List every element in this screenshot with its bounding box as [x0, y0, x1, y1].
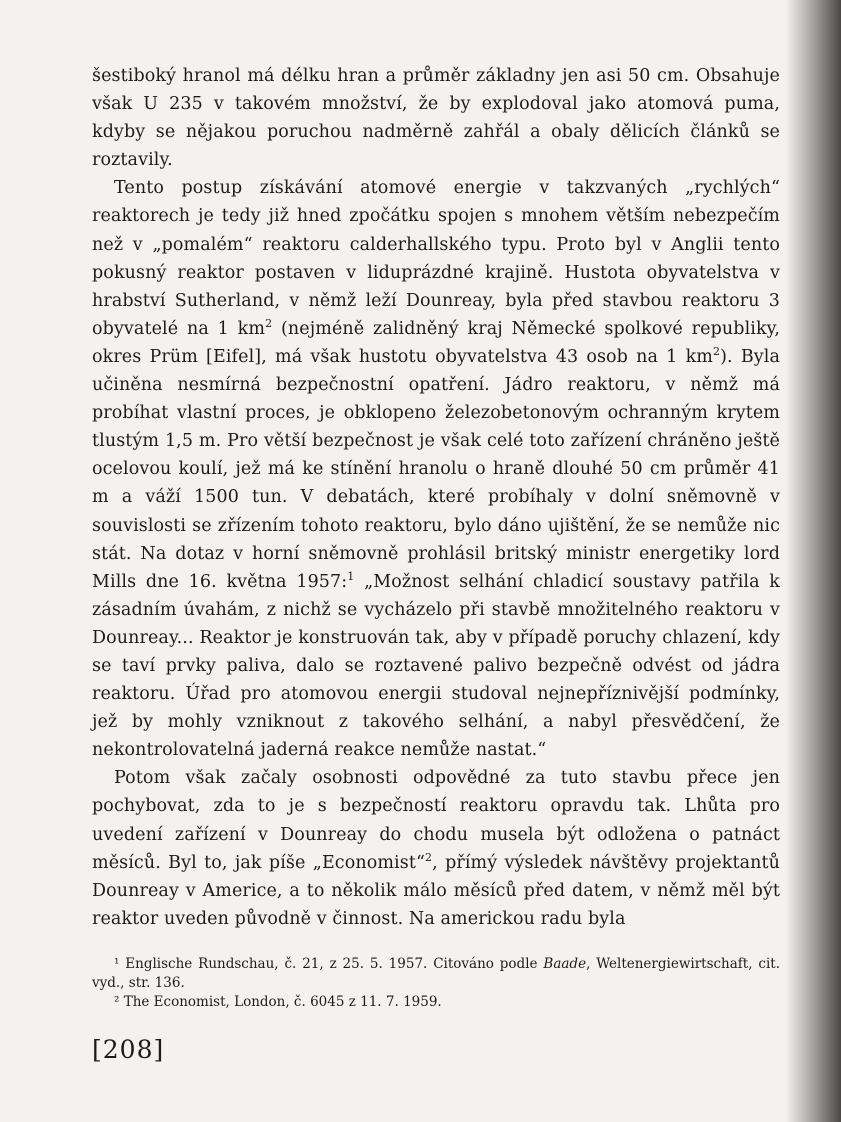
footnotes: [92, 955, 780, 1012]
footnote-1-text-b: , Weltenergiewirtschaft, cit. vyd., str. 136.: [92, 956, 780, 991]
superscript-exponent: 2: [265, 317, 273, 331]
paragraph-3-text-b: , přímý výsledek návštěvy projektantů Dounreay v Americe, a to několik málo měsíců před datem, v němž měl být reaktor uveden původně v činnost. Na americkou radu byla: [92, 852, 780, 929]
body-text: [92, 62, 780, 933]
paragraph-1: [92, 62, 780, 174]
footnote-ref-2: 2: [425, 850, 433, 864]
page-edge-shadow: [786, 0, 841, 1122]
superscript-exponent: 2: [712, 345, 721, 359]
paragraph-2: [92, 174, 780, 764]
footnote-1-text-a: ¹ Englische Rundschau, č. 21, z 25. 5. 1957. Citováno podle: [114, 956, 544, 972]
footnote-2: [92, 993, 780, 1012]
paragraph-1-text: šestiboký hranol má délku hran a průměr základny jen asi 50 cm. Obsahuje však U 235 v takovém množství, že by explodoval jako atomová puma, kdyby se nějakou poruchou nadměrně zahřál a obaly dělicích článků se roztavily.: [92, 66, 780, 171]
paragraph-3-text-a: Potom však začaly osobnosti odpovědné za tuto stavbu přece jen pochybovat, zda to je s bezpečností reaktoru opravdu tak. Lhůta pro uvedení zařízení v Dounreay do chodu musela být odložena o patnáct měsíců. Byl to, jak píše „Economist“: [92, 768, 780, 873]
footnote-2-text: ² The Economist, London, č. 6045 z 11. 7. 1959.: [114, 994, 442, 1010]
paragraph-2-text-a: Tento postup získávání atomové energie v takzvaných „rychlých“ reaktorech je tedy již hned zpočátku spojen s mnohem větším nebezpečím než v „pomalém“ reaktoru calderhallského typu. Proto byl v Anglii tento pokusný reaktor postaven v liduprázdné krajině. Hustota obyvatelstva v hrabství Sutherland, v němž leží Dounreay, byla před stavbou reaktoru 3 obyvatelé na 1 km: [92, 178, 780, 339]
quotation-text: „Možnost selhání chladicí soustavy patřila k zásadním úvahám, z nichž se vycházelo při stavbě množitelného reaktoru v Dounreay... Reaktor je konstruován tak, aby v případě poruchy chlazení, kdy se taví prvky paliva, dalo se roztavené palivo bezpečně odvést od jádra reaktoru. Úřad pro atomovou energii studoval nejnepříznivější podmínky, jež by mohly vzniknout z takového selhání, a nabyl přesvědčení, že nekontrolovatelná jaderná reakce nemůže nastat.“: [92, 571, 780, 761]
footnote-1-author: Baade: [543, 956, 587, 972]
paragraph-3: [92, 764, 780, 933]
page-number: [208]: [92, 1035, 165, 1064]
footnote-1: [92, 955, 780, 993]
paragraph-2-text-b: (nejméně zalidněný kraj Německé spolkové republiky, okres Prüm [Eifel], má však hustotu obyvatelstva 43 osob na 1 km: [92, 318, 780, 367]
paragraph-2-text-c: ). Byla učiněna nesmírná bezpečnostní opatření. Jádro reaktoru, v němž má probíhat vlastní proces, je obklopeno železobetonovým ochranným krytem tlustým 1,5 m. Pro větší bezpečnost je však celé toto zařízení chráněno ještě ocelovou koulí, jež má ke stínění hranolu o hraně dlouhé 50 cm průměr 41 m a váží 1500 tun. V debatách, které probíhaly v dolní sněmovně v souvislosti se zřízením tohoto reaktoru, bylo dáno ujištění, že se nemůže nic stát. Na dotaz v horní sněmovně prohlásil britský ministr energetiky lord Mills dne 16. května 1957:: [92, 346, 780, 592]
footnote-ref-1: 1: [347, 569, 355, 583]
